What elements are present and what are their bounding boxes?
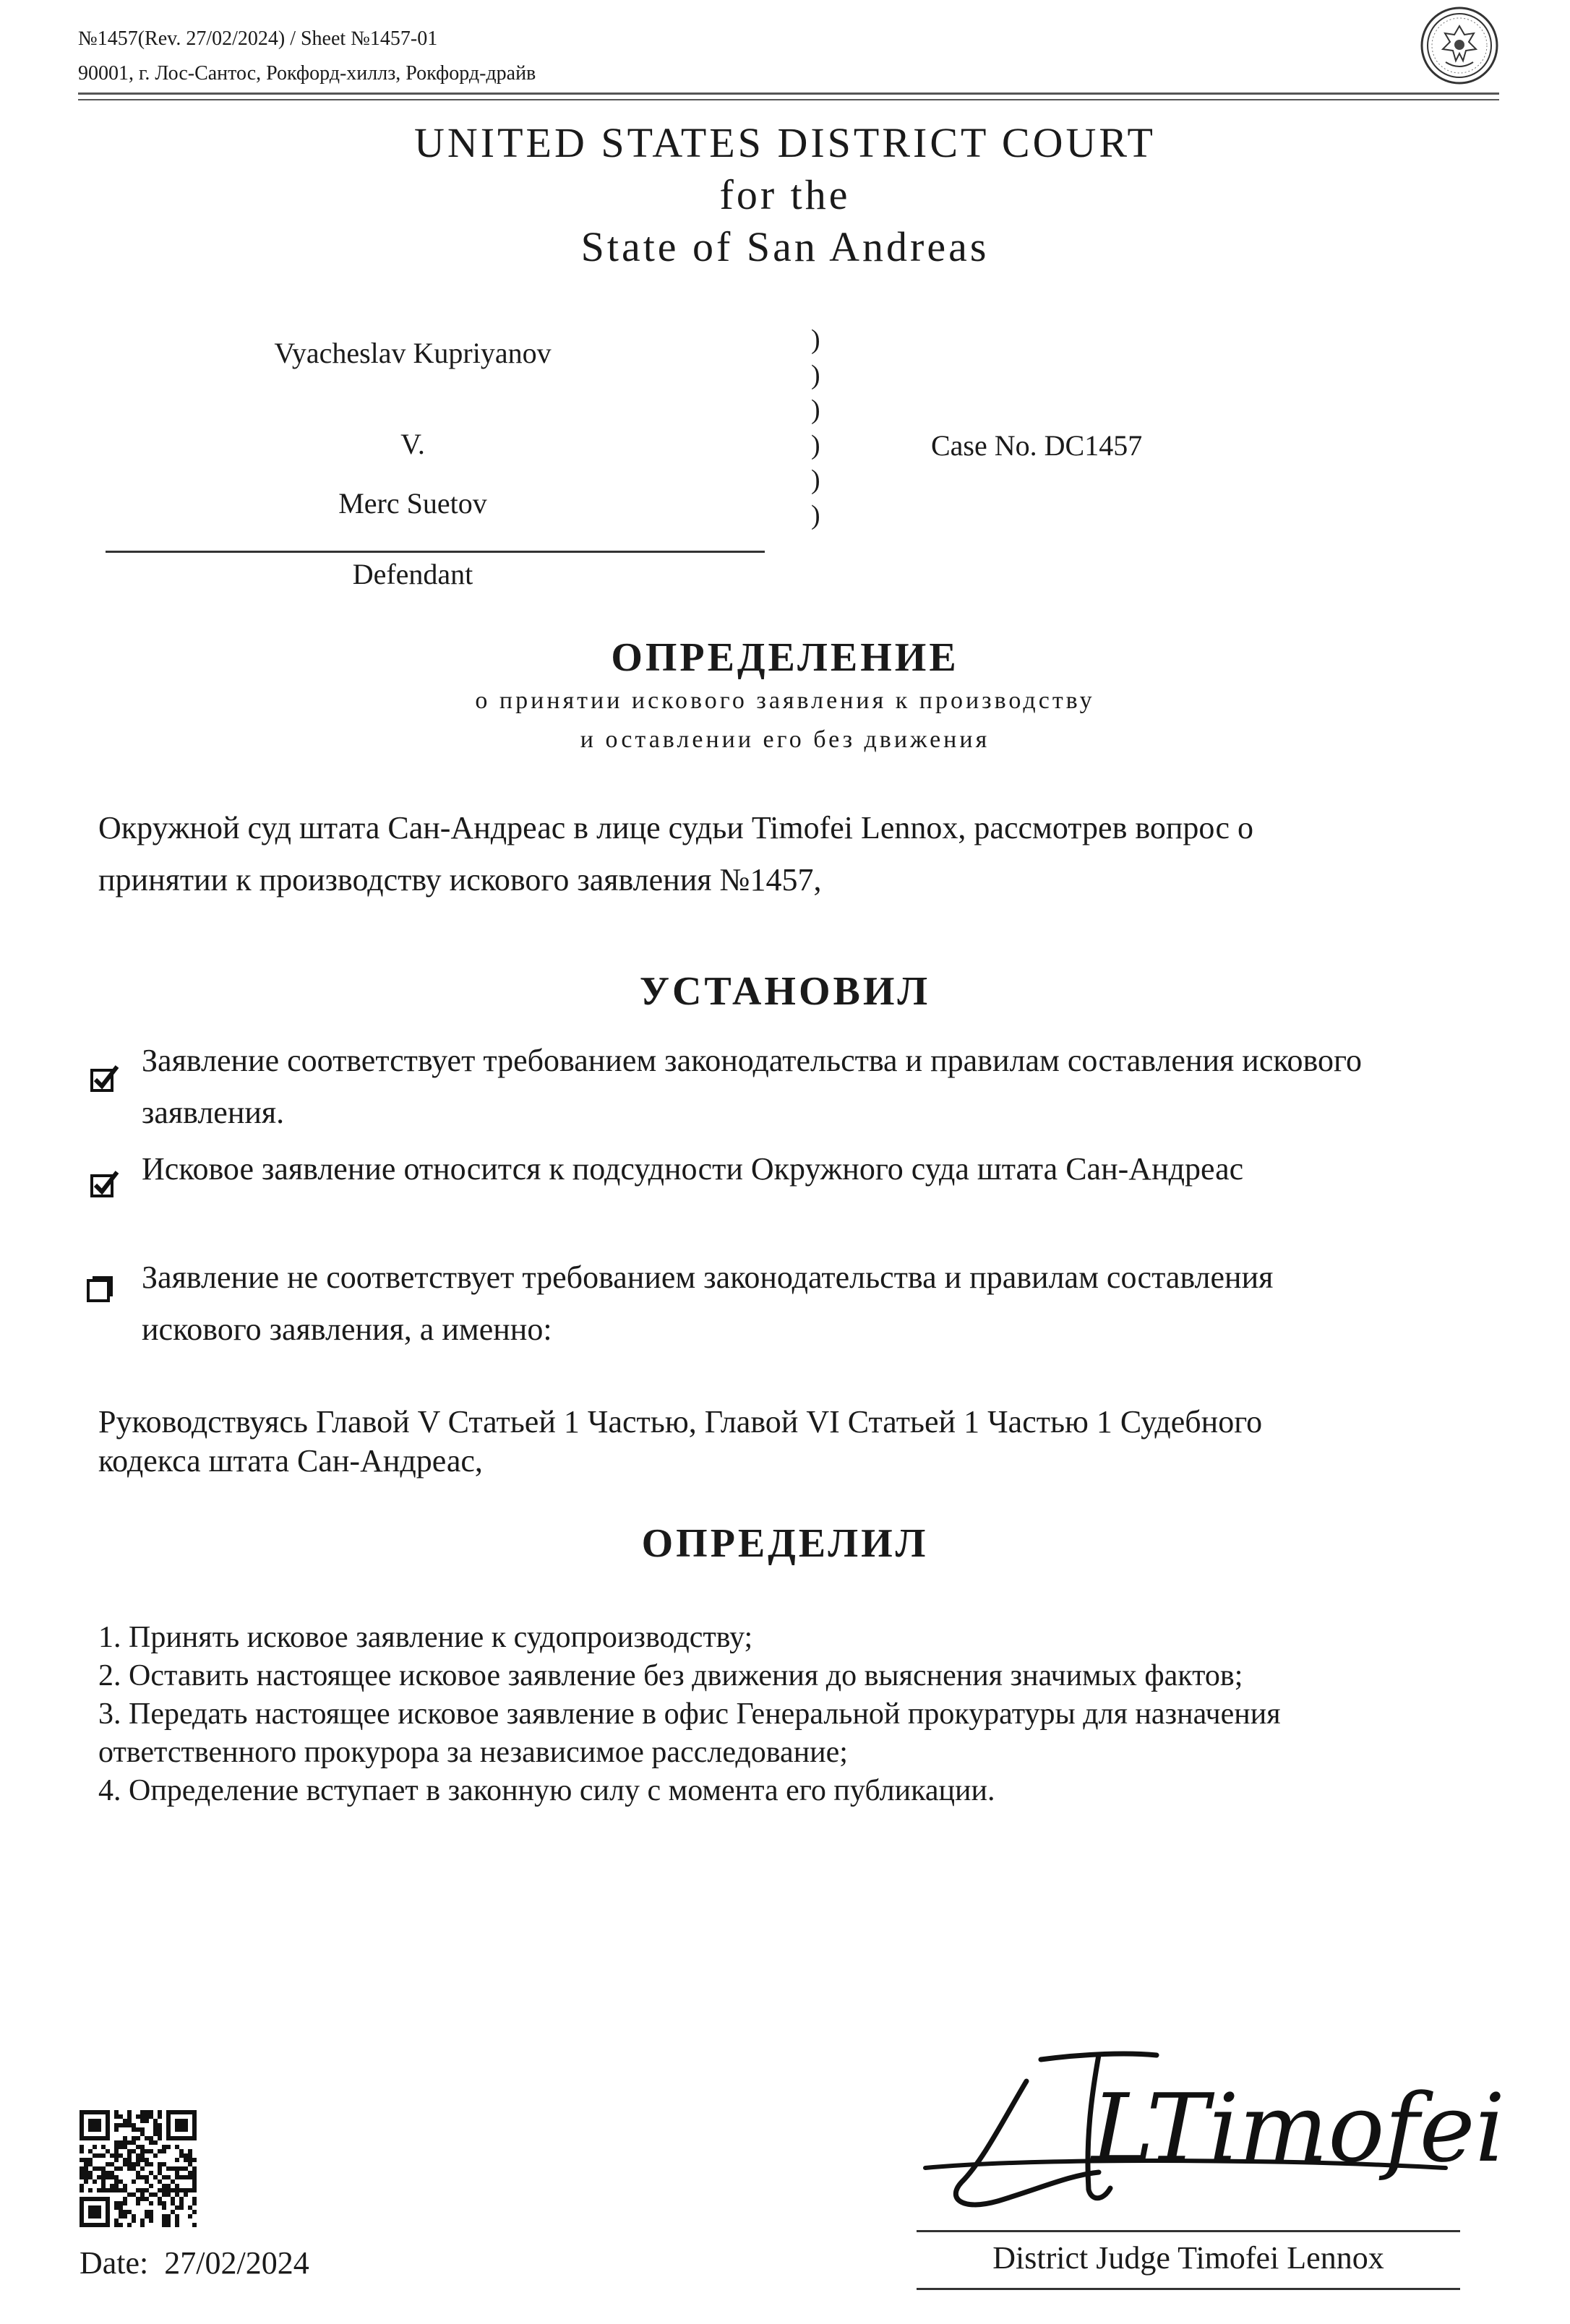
decided-item-3-cont: ответственного прокурора за независимое расследование; xyxy=(98,1736,848,1769)
court-seal-icon xyxy=(1420,6,1499,85)
established-item-2: Исковое заявление относится к подсудности Окружного суда штата Сан-Андреас xyxy=(142,1151,1244,1187)
header-rule xyxy=(78,92,1499,95)
guided-line-1: Руководствуясь Главой V Статьей 1 Частью, Главой VI Статьей 1 Частью 1 Судебного xyxy=(98,1404,1263,1439)
decided-item-4: 4. Определение вступает в законную силу с момента его публикации. xyxy=(98,1774,995,1807)
established-item-1-line-2: заявления. xyxy=(142,1095,285,1130)
ruling-subtitle-1: о принятии искового заявления к производству xyxy=(475,687,1095,714)
decided-item-1: 1. Принять исковое заявление к судопроизводству; xyxy=(98,1621,753,1654)
ruling-title: ОПРЕДЕЛЕНИЕ xyxy=(611,635,959,680)
defendant-name: Merc Suetov xyxy=(338,487,487,520)
case-number: Case No. DC1457 xyxy=(931,429,1143,462)
plaintiff-name: Vyacheslav Kupriyanov xyxy=(274,337,552,369)
court-name: UNITED STATES DISTRICT COURT xyxy=(414,119,1156,166)
ruling-subtitle-2: и оставлении его без движения xyxy=(580,726,990,753)
guided-line-2: кодекса штата Сан-Андреас, xyxy=(98,1443,483,1479)
date-line xyxy=(80,2245,309,2282)
document-reference: №1457(Rev. 27/02/2024) / Sheet №1457-01 xyxy=(78,27,438,50)
checkbox-checked-icon xyxy=(90,1064,119,1093)
header-rule-thin xyxy=(78,99,1499,100)
established-heading: УСТАНОВИЛ xyxy=(639,969,931,1014)
date-label: Date: xyxy=(80,2245,149,2281)
court-for-the: for the xyxy=(719,171,851,218)
decided-item-3: 3. Передать настоящее исковое заявление в офис Генеральной прокуратуры для назначения xyxy=(98,1697,1281,1731)
decided-item-2: 2. Оставить настоящее исковое заявление без движения до выяснения значимых фактов; xyxy=(98,1659,1243,1692)
court-address: 90001, г. Лос-Сантос, Рокфорд-хиллз, Рокфорд-драйв xyxy=(78,62,536,85)
checkbox-checked-icon xyxy=(90,1169,119,1198)
established-item-3-line-1: Заявление не соответствует требованием законодательства и правилам составления xyxy=(142,1260,1274,1295)
signature-script: LTimofei xyxy=(1091,2073,1506,2183)
established-item-1-line-1: Заявление соответствует требованием законодательства и правилам составления искового xyxy=(142,1043,1362,1078)
established-item-3-line-2: искового заявления, а именно: xyxy=(142,1312,552,1347)
judge-title: District Judge Timofei Lennox xyxy=(992,2240,1384,2276)
intro-line-2: принятии к производству искового заявления №1457, xyxy=(98,862,822,898)
judge-rule xyxy=(917,2288,1460,2290)
defendant-label: Defendant xyxy=(352,558,473,590)
signature-rule xyxy=(917,2230,1460,2232)
checkbox-empty-icon xyxy=(85,1275,114,1304)
court-state: State of San Andreas xyxy=(580,223,990,270)
judge-signature xyxy=(918,2038,1506,2218)
decided-heading: ОПРЕДЕЛИЛ xyxy=(641,1521,929,1566)
versus-label: V. xyxy=(400,428,425,460)
caption-parentheses: ) ) ) ) ) ) xyxy=(811,324,820,530)
intro-line-1: Окружной суд штата Сан-Андреас в лице судьи Timofei Lennox, рассмотрев вопрос о xyxy=(98,810,1253,845)
qr-code xyxy=(80,2110,197,2227)
caption-rule xyxy=(106,551,765,553)
date-value: 27/02/2024 xyxy=(164,2245,309,2281)
